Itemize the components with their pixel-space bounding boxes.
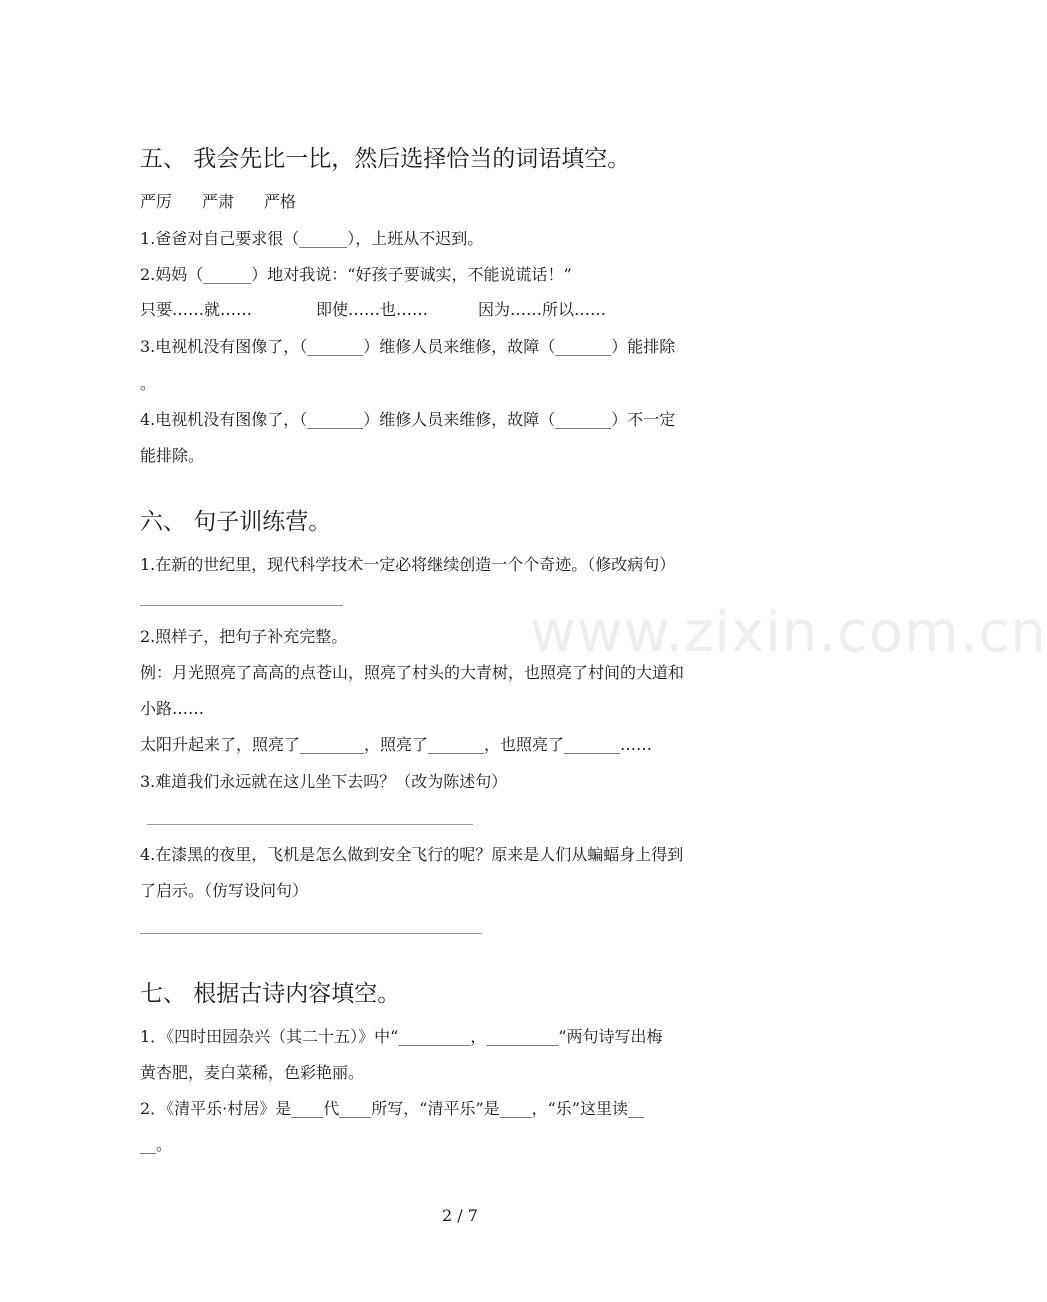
answer-line-2[interactable] [147, 824, 473, 825]
section-5-question-3: 3.电视机没有图像了，（_______）维修人员来维修，故障（_______）能排除 [140, 337, 676, 356]
example-sentence-continued: 小路…… [140, 699, 205, 718]
answer-line-3[interactable] [140, 933, 482, 934]
section-5-question-2: 2.妈妈（______）地对我说：“好孩子要诚实，不能说谎话！” [140, 265, 572, 284]
section-6-question-3: 3.难道我们永远就在这儿坐下去吗？（改为陈述句） [140, 772, 508, 791]
section-6-question-2-fill: 太阳升起来了，照亮了________，照亮了_______，也照亮了_______…… [140, 735, 653, 754]
conjunction-options [140, 300, 606, 320]
conjunction-option-3: 因为……所以…… [478, 300, 607, 319]
word-option-1: 严厉 [140, 192, 173, 211]
section-7-heading: 七、 根据古诗内容填空。 [140, 981, 401, 1007]
section-6-question-2: 2.照样子，把句子补充完整。 [140, 627, 348, 646]
conjunction-option-1: 只要……就…… [140, 300, 253, 319]
example-sentence: 例：月光照亮了高高的点苍山，照亮了村头的大青树，也照亮了村间的大道和 [140, 663, 685, 682]
section-5-question-1: 1.爸爸对自己要求很（______），上班从不迟到。 [140, 229, 484, 248]
answer-line-1[interactable] [140, 605, 343, 606]
section-7-question-1-continued: 黄杏肥，麦白菜稀，色彩艳丽。 [140, 1063, 365, 1082]
section-6-heading: 六、 句子训练营。 [140, 509, 332, 535]
section-5-question-4: 4.电视机没有图像了，（_______）维修人员来维修，故障（_______）不一定 [140, 410, 676, 429]
section-5-question-4-continued: 能排除。 [140, 446, 205, 465]
section-6-question-1: 1.在新的世纪里，现代科学技术一定必将继续创造一个个奇迹。（修改病句） [140, 555, 676, 574]
watermark: www.zixin.com.cn [530, 600, 1047, 665]
word-options [140, 192, 296, 212]
section-7-question-1: 1．《四时田园杂兴（其二十五）》中“_________，_________”两句诗写出梅 [140, 1027, 663, 1046]
section-5-question-3-continued: 。 [140, 374, 157, 393]
section-6-question-4: 4.在漆黑的夜里，飞机是怎么做到安全飞行的呢？原来是人们从蝙蝠身上得到 [140, 845, 684, 864]
conjunction-option-2: 即使……也…… [316, 300, 429, 319]
page-number: 2 / 7 [442, 1206, 478, 1225]
section-7-question-2-continued: __。 [140, 1135, 173, 1154]
section-5-heading: 五、 我会先比一比，然后选择恰当的词语填空。 [140, 146, 631, 172]
word-option-3: 严格 [264, 192, 297, 211]
word-option-2: 严肃 [202, 192, 235, 211]
section-6-question-4-continued: 了启示。（仿写设问句） [140, 881, 309, 900]
section-7-question-2: 2．《清平乐·村居》是____代____所写，“清平乐”是____，“乐”这里读__ [140, 1099, 644, 1118]
